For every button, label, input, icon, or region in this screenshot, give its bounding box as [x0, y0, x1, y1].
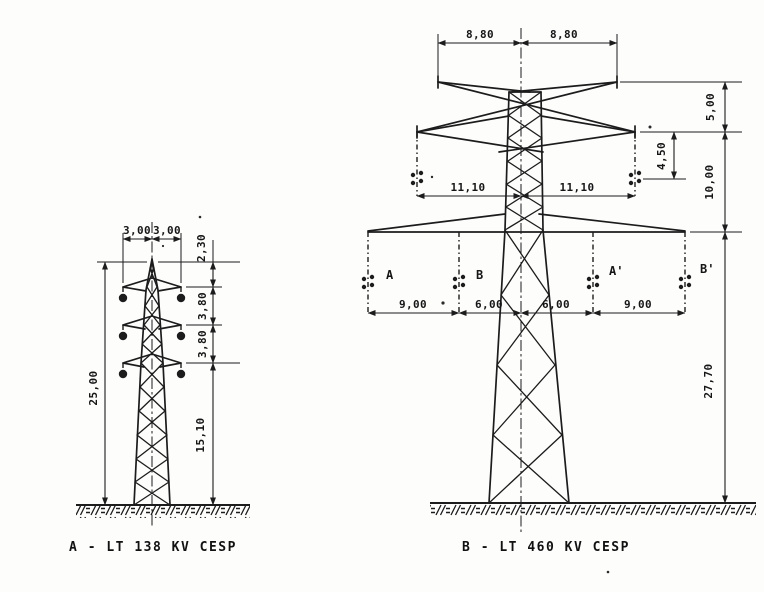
dim-a-total-height: 25,00	[87, 370, 100, 406]
dim-b-top-to-mid: 5,00	[704, 92, 717, 122]
dim-b-insulator-length: 4,50	[655, 141, 668, 171]
tower-b-caption: B - LT 460 KV CESP	[462, 540, 630, 555]
dim-a-half-span-left: 3,00	[122, 224, 152, 237]
tower-a-ground	[76, 505, 250, 518]
dim-b-mid-half-left: 11,10	[450, 181, 486, 194]
phase-label-a-prime: A'	[609, 264, 624, 278]
dim-a-arm2-to-arm3: 3,80	[196, 329, 209, 359]
tower-b-mid-crossarm	[417, 116, 635, 152]
tower-b-conductor-labels	[386, 262, 714, 282]
dim-b-top-half-right: 8,80	[549, 28, 579, 41]
phase-label-a: A	[386, 268, 394, 282]
dim-a-half-span-right: 3,00	[152, 224, 182, 237]
tower-a-figure	[69, 222, 250, 555]
tower-b-dimension-lines	[368, 34, 742, 503]
dim-b-top-half-left: 8,80	[465, 28, 495, 41]
dim-b-mid-to-lower: 10,00	[703, 164, 716, 200]
tower-a-caption: A - LT 138 KV CESP	[69, 540, 237, 555]
dim-b-phase-span-1: 9,00	[398, 298, 428, 311]
dim-a-arm1-to-arm2: 3,80	[196, 291, 209, 321]
dim-a-arm3-to-ground: 15,10	[194, 417, 207, 453]
tower-b-figure	[362, 28, 756, 555]
dim-b-lower-to-ground: 27,70	[702, 363, 715, 399]
phase-label-b-prime: B'	[700, 262, 715, 276]
dim-a-peak-to-arm1: 2,30	[195, 233, 208, 263]
tower-b-insulators	[362, 132, 691, 313]
tower-b-conductor-bundles	[362, 171, 691, 289]
dim-b-phase-span-2: 6,00	[474, 298, 504, 311]
tower-b-ground	[430, 503, 756, 516]
dim-b-phase-span-3: 6,00	[541, 298, 571, 311]
phase-label-b: B	[476, 268, 484, 282]
dim-b-phase-span-4: 9,00	[623, 298, 653, 311]
dim-b-mid-half-right: 11,10	[559, 181, 595, 194]
